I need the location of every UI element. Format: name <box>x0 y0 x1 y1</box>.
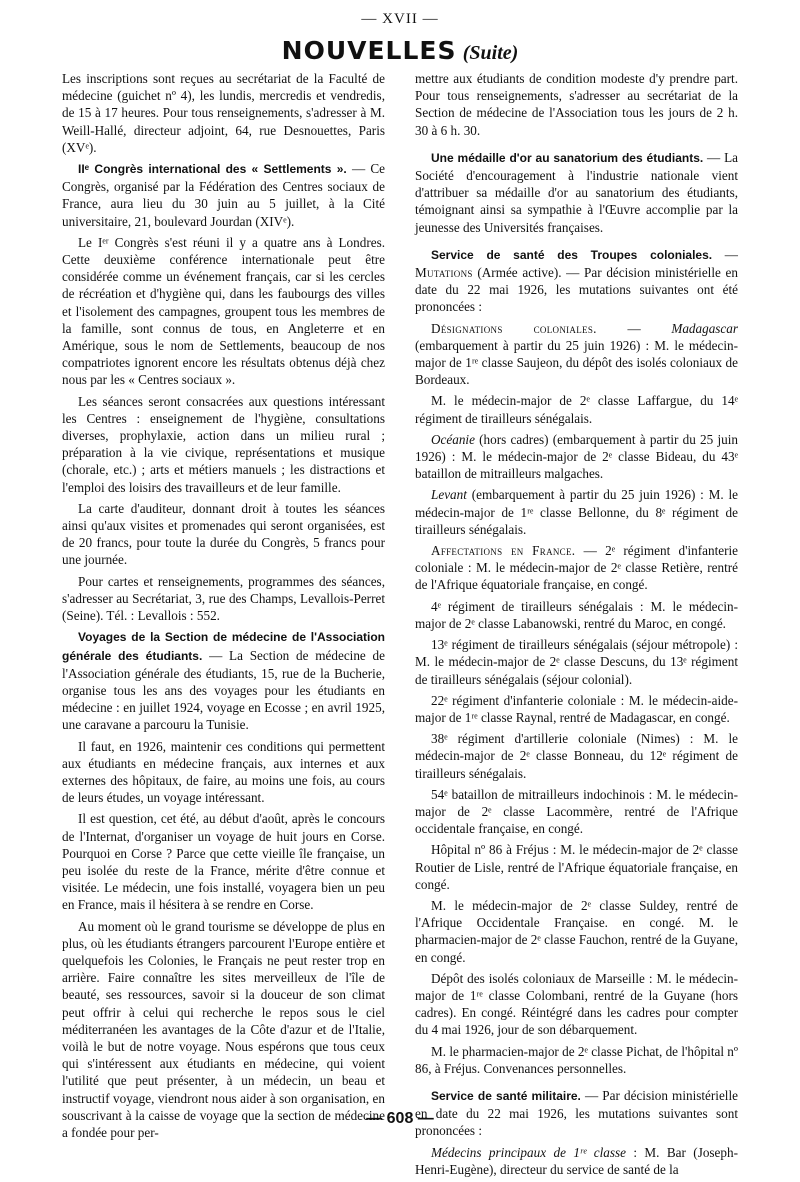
title-main: NOUVELLES <box>281 36 457 65</box>
journal-page <box>62 0 738 1177</box>
paragraph: Affectations en France. — 2ᵉ régiment d'infanterie coloniale : M. le médecin-major de 2ᵉ classe Retière, rentré de l'Afrique équatoriale française, en congé. <box>415 543 738 593</box>
paragraph: Dépôt des isolés coloniaux de Marseille : M. le médecin-major de 1ʳᵉ classe Colombani, rentré de la Guyane (hors cadres). En congé. Réintégré dans les cadres pour compter du 4 mai 1926, jour de son débarquement. <box>415 970 738 1038</box>
paragraph: Pour cartes et renseignements, programmes des séances, s'adresser au Secrétariat, 3, rue des Champs, Levallois-Perret (Seine). Tél. : Levallois : 552. <box>62 573 385 624</box>
paragraph: 4ᵉ régiment de tirailleurs sénégalais : M. le médecin-major de 2ᵉ classe Labanowski, rentré du Maroc, en congé. <box>415 598 738 631</box>
paragraph: Au moment où le grand tourisme se développe de plus en plus, où les étudiants étrangers parcourent l'Europe entière et quelquefois les Colonies, le Français ne peut rester trop en arrière. Faire connaître les sites merveilleux de l'île de beauté, ses ressources, savoir si la douceur de son climat peut offrir à celui qui recherche le repos sous le ciel méditerranéen les avantages de la Côte d'azur et de l'Italie, voilà le but de notre voyage. Nous espérons que tous ceux qui s'intéressent aux étudiants en médecine, qui voient l'utilité que peut présenter, à un médecin, un beau et instructif voyage, viendront nous aider à son organisation, en souscrivant à la caisse de voyage que la section de médecine a fondée pour per- <box>62 918 385 1140</box>
page-number: — 608 — <box>366 1110 434 1127</box>
paragraph-heading: Service de santé des Troupes coloniales. <box>431 247 713 262</box>
paragraph: Désignations coloniales. — Madagascar (embarquement à partir du 25 juin 1926) : M. le médecin-major de 1ʳᵉ classe Saujeon, du dépôt des isolés coloniaux de Bordeaux. <box>415 320 738 388</box>
paragraph: mettre aux étudiants de condition modeste d'y prendre part. Pour tous renseignements, s'adresser au secrétariat de la Section de médecine de l'Association tous les jours de 2 h. 30 à 6 h. 30. <box>415 71 738 138</box>
paragraph: Une médaille d'or au sanatorium des étudiants. — La Société d'encouragement à l'industrie nationale vient d'attribuer sa médaille d'or au sanatorium des étudiants, témoignant ainsi sa sympathie à l'Œuvre accomplie par la jeunesse des Universités françaises. <box>415 149 738 235</box>
paragraph: Les séances seront consacrées aux questions intéressant les Centres : enseignement de l'hygiène, consultations diverses, prophylaxie, action dans un milieu rural ; préparation à la vie civique, représentations et musique (chorale, etc.) ; arts et métiers manuels ; les distractions et l'emploi des loisirs des travailleurs et de leur famille. <box>62 393 385 495</box>
left-column <box>62 70 385 1145</box>
paragraph: Médecins principaux de 1ʳᵉ classe : M. Bar (Joseph-Henri-Eugène), directeur du service de santé de la <box>415 1144 738 1177</box>
paragraph: Voyages de la Section de médecine de l'Association générale des étudiants. — La Section de médecine de l'Association générale des étudiants, 15, rue de la Bucherie, organise tous les ans des voyages pour les étudiants en médecine : en juillet 1924, voyage en Ecosse ; en avril 1925, une caravane a parcouru la Tunisie. <box>62 630 385 733</box>
paragraph: Service de santé militaire. — Par décision ministérielle en date du 22 mai 1926, les mutations suivantes sont prononcées : <box>415 1087 738 1139</box>
paragraph-heading: Service de santé militaire. <box>431 1088 581 1103</box>
section-title <box>62 34 738 70</box>
paragraph: Service de santé des Troupes coloniales. — Mutations (Armée active). — Par décision ministérielle en date du 22 mai 1926, les mutations suivantes ont été prononcées : <box>415 246 738 315</box>
paragraph: Il faut, en 1926, maintenir ces conditions qui permettent aux étudiants en médecine français, aux internes et aux externes des hôpitaux, de faire, au moins une fois, au cours de leurs études, un voyage intéressant. <box>62 738 385 806</box>
paragraph: M. le médecin-major de 2ᵉ classe Laffargue, du 14ᵉ régiment de tirailleurs sénégalais. <box>415 393 738 426</box>
paragraph: Levant (embarquement à partir du 25 juin 1926) : M. le médecin-major de 1ʳᵉ classe Bellonne, du 8ᵉ régiment de tirailleurs sénégalais. <box>415 487 738 537</box>
paragraph: Le Iᵉʳ Congrès s'est réuni il y a quatre ans à Londres. Cette deuxième conférence internationale peut être considérée comme un événement français, car si les cercles de récréation et d'hygiène qui, dans les faubourgs des villes et l'isolement des campagnes, groupent tous les membres de la famille, sont connus de tous, en Angleterre et en Amérique, sous le nom de Settlements, beaucoup de nos compatriotes ignorent encore les résultats obtenus déjà chez nous par les « Centres sociaux ». <box>62 234 385 388</box>
paragraph: 38ᵉ régiment d'artillerie coloniale (Nimes) : M. le médecin-major de 2ᵉ classe Bonneau, du 12ᵉ régiment de tirailleurs sénégalais. <box>415 731 738 781</box>
paragraph: Hôpital nº 86 à Fréjus : M. le médecin-major de 2ᵉ classe Routier de Lisle, rentré de l'Afrique équatoriale française, en congé. <box>415 842 738 892</box>
paragraph: Les inscriptions sont reçues au secrétariat de la Faculté de médecine (guichet nº 4), les lundis, mercredis et vendredis, de 15 à 17 heures. Pour tous renseignements, s'adresser à M. Weill-Hallé, directeur adjoint, 64, rue Desnouettes, Paris (XVᵉ). <box>62 71 385 155</box>
paragraph: Océanie (hors cadres) (embarquement à partir du 25 juin 1926) : M. le médecin-major de 2ᵉ classe Bideau, du 43ᵉ bataillon de mitrailleurs malgaches. <box>415 431 738 482</box>
paragraph: La carte d'auditeur, donnant droit à toutes les séances ainsi qu'aux visites et promenades qui seront organisées, est de 20 francs, pour toute la durée du Congrès, 5 francs pour une journée. <box>62 500 385 568</box>
paragraph: IIᵉ Congrès international des « Settlements ». — Ce Congrès, organisé par la Fédération des Centres sociaux de France, aura lieu du 30 juin au 5 juillet, à la Cité universitaire, 21, boulevard Jourdan (XIVᵉ). <box>62 161 385 229</box>
paragraph-heading: Une médaille d'or au sanatorium des étudiants. <box>431 150 704 165</box>
paragraph: 22ᵉ régiment d'infanterie coloniale : M. le médecin-aide-major de 1ʳᵉ classe Raynal, rentré de Madagascar, en congé. <box>415 692 738 725</box>
title-suite: (Suite) <box>462 42 519 64</box>
paragraph-heading: IIᵉ Congrès international des « Settlements ». <box>78 162 347 177</box>
right-column <box>415 70 738 1182</box>
paragraph: 54ᵉ bataillon de mitrailleurs indochinois : M. le médecin-major de 2ᵉ classe Lacommère, rentré de l'Afrique occidentale française, en congé. <box>415 786 738 837</box>
paragraph: M. le pharmacien-major de 2ᵉ classe Pichat, de l'hôpital nº 86, à Fréjus. Convenances personnelles. <box>415 1043 738 1076</box>
paragraph-heading: Voyages de la Section de médecine de l'Association générale des étudiants. <box>62 630 385 663</box>
paragraph: Il est question, cet été, au début d'août, après le concours de l'Internat, d'organiser un voyage de huit jours en Corse. Pourquoi en Corse ? Parce que cette vieille île française, un peu isolée du reste de la France, mérite d'être connue et visitée. Le médecin, une fois installé, voyagera bien un peu en France, mais il hésitera à se rendre en Corse. <box>62 811 385 913</box>
paragraph: M. le médecin-major de 2ᵉ classe Suldey, rentré de l'Afrique Occidentale Française. en congé. M. le pharmacien-major de 2ᵉ classe Fauchon, rentré de la Guyane, en congé. <box>415 897 738 965</box>
paragraph: 13ᵉ régiment de tirailleurs sénégalais (séjour métropole) : M. le médecin-major de 2ᵉ classe Descuns, du 13ᵉ régiment de tirailleurs sénégalais (séjour colonial). <box>415 637 738 687</box>
page-roman-numeral: — XVII — <box>361 11 439 27</box>
